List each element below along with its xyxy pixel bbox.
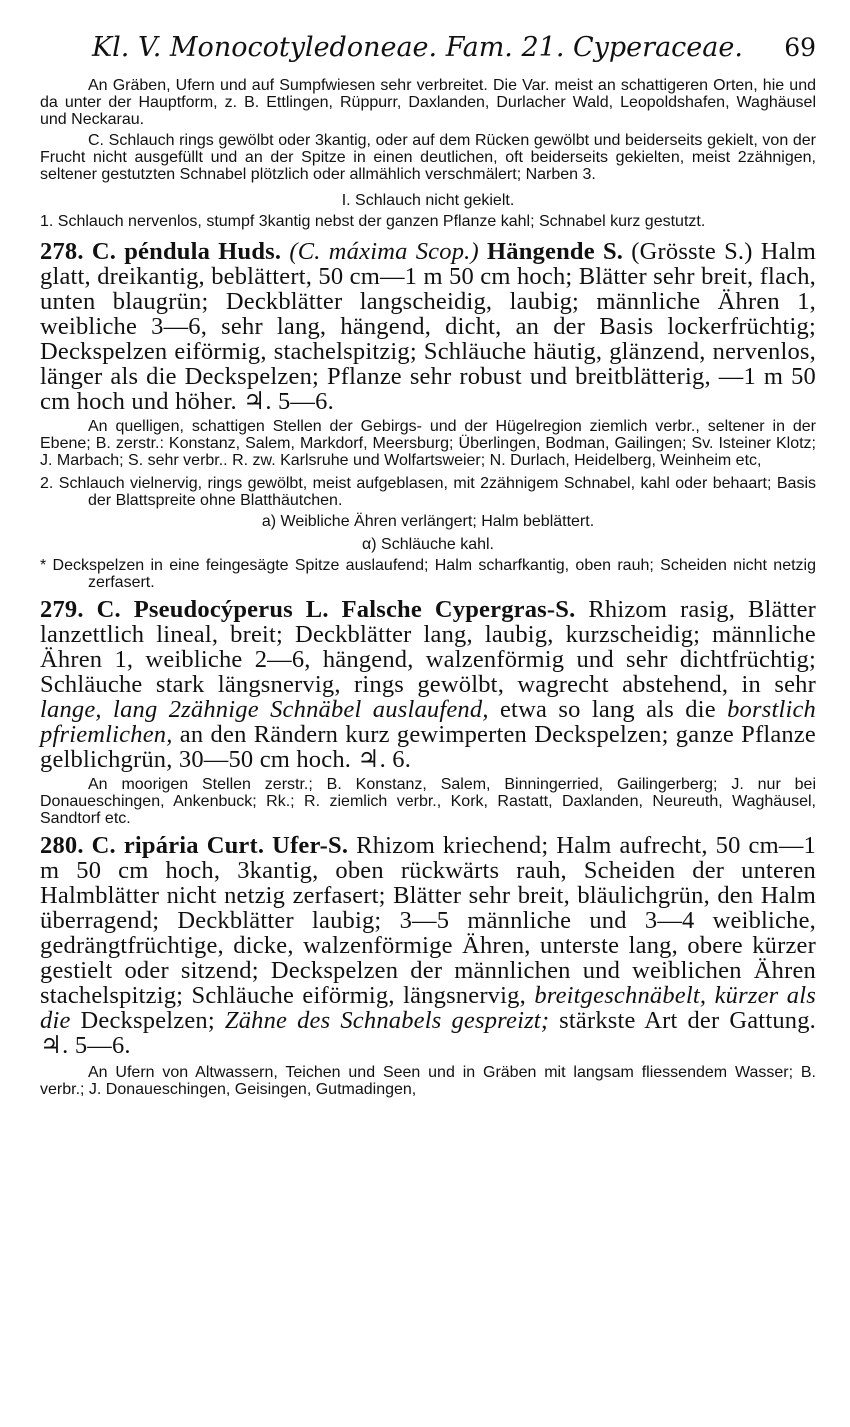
habitat-paragraph: An Gräben, Ufern und auf Sumpfwiesen sehr verbreitet. Die Var. meist an schattigeren Orten, hie und da unter der Hauptform, z. B. Ettlingen, Rüppurr, Daxlanden, Durlacher Wald, Leopoldshafen, Waghäusel und Neckarau. xyxy=(40,77,816,128)
key-item-alpha: α) Schläuche kahl. xyxy=(362,536,494,553)
key-heading-i: I. Schlauch nicht gekielt. xyxy=(341,192,515,209)
species-279-localities: An moorigen Stellen zerstr.; B. Konstanz, Salem, Binningerried, Gailingerberg; J. nur bei Donaueschingen, Ankenbuck; Rk.; R. ziemlich verbr., Kork, Rastatt, Daxlanden, Neureuth, Waghäusel, Sandtorf etc. xyxy=(40,776,816,827)
species-278-localities: An quelligen, schattigen Stellen der Gebirgs- und der Hügelregion ziemlich verbr., seltener in der Ebene; B. zerstr.: Konstanz, Salem, Markdorf, Meersburg; Überlingen, Bodman, Gailingen; Sv. Isteiner Klotz; J. Marbach; S. sehr verbr.. R. zw. Karlsruhe und Wolfartsweier; N. Durlach, Heidelberg, Weinheim etc, xyxy=(40,418,816,469)
species-280-italic-a: breitgeschnäbelt, kürzer als die xyxy=(40,982,816,1034)
species-280-italic-b: Zähne des Schnabels gespreizt; xyxy=(224,1007,550,1034)
species-279-description-b: etwa so lang als die xyxy=(499,696,716,723)
key-item-1: 1. Schlauch nervenlos, stumpf 3kantig nebst der ganzen Pflanze kahl; Schnabel kurz gestutzt. xyxy=(40,213,706,230)
species-280 xyxy=(40,833,816,1058)
species-280-localities: An Ufern von Altwassern, Teichen und Seen und in Gräben mit langsam fliessendem Wasser; B. verbr.; J. Donaueschingen, Geisingen, Gutmadingen, xyxy=(40,1064,816,1098)
running-title: Kl. V. Monocotyledoneae. Fam. 21. Cyperaceae. xyxy=(92,32,743,63)
species-280-description-c: stärkste Art der Gattung. ♃. 5—6. xyxy=(40,1007,816,1059)
species-278-heading: 278. C. péndula Huds. xyxy=(40,238,282,265)
species-279 xyxy=(40,597,816,772)
species-279-italic-b: borstlich pfriemlichen, xyxy=(40,696,817,748)
species-280-heading: 280. C. ripária Curt. xyxy=(40,832,265,859)
key-item-star: * Deckspelzen in eine feingesägte Spitze auslaufend; Halm scharfkantig, oben rauh; Scheiden nicht netzig zerfasert. xyxy=(40,557,816,591)
species-278-description: (Grösste S.) Halm glatt, dreikantig, beblättert, 50 cm—1 m 50 cm hoch; Blätter sehr breit, flach, unten blaugrün; Deckblätter langscheidig, laubig; männliche Ähren 1, weibliche 3—6, sehr lang, hängend, dicht, an der Basis lockerfrüchtig; Deckspelzen eiförmig, stachelspitzig; Schläuche häutig, glänzend, nervenlos, länger als die Deckspelzen; Pflanze sehr robust und breitblätterig, —1 m 50 cm hoch und höher. ♃. 5—6. xyxy=(40,238,816,415)
species-278 xyxy=(40,239,816,414)
species-279-description-a: Rhizom rasig, Blätter lanzettlich lineal, breit; Deckblätter lang, laubig, kurzscheidig; männliche Ähren 1, weibliche 2—6, hängend, walzenförmig und sehr dichtfrüchtig; Schläuche stark längsnervig, rings gewölbt, wagrecht abstehend, in sehr xyxy=(40,596,817,698)
running-header xyxy=(40,32,816,63)
species-279-italic-a: lange, lang 2zähnige Schnäbel auslaufend, xyxy=(40,696,489,723)
species-279-heading: 279. C. Pseudocýperus L. xyxy=(40,596,329,623)
key-item-a: a) Weibliche Ähren verlängert; Halm beblättert. xyxy=(261,513,595,530)
page-number: 69 xyxy=(784,33,816,62)
species-279-common-name: Falsche Cypergras-S. xyxy=(341,596,576,623)
species-280-description-b: Deckspelzen; xyxy=(80,1007,215,1034)
species-280-common-name: Ufer-S. xyxy=(272,832,349,859)
key-item-2: 2. Schlauch vielnervig, rings gewölbt, meist aufgeblasen, mit 2zähnigem Schnabel, kahl oder behaart; Basis der Blattspreite ohne Blatthäutchen. xyxy=(40,475,816,509)
species-278-common-name: Hängende S. xyxy=(487,238,624,265)
species-280-description-a: Rhizom kriechend; Halm aufrecht, 50 cm—1 m 50 cm hoch, 3kantig, oben rückwärts rauh, Scheiden der unteren Halmblätter nicht netzig zerfasert; Blätter sehr breit, bläulichgrün, den Halm überragend; Deckblätter laubig; 3—5 männliche und 3—4 weibliche, gedrängtfrüchtige, dicke, walzenförmige Ähren, unterste lang, obere kürzer gestielt oder sitzend; Deckspelzen der männlichen und weiblichen Ähren stachelspitzig; Schläuche eiförmig, längsnervig, xyxy=(40,832,817,1009)
species-279-description-c: an den Rändern kurz gewimperten Deckspelzen; ganze Pflanze gelblichgrün, 30—50 cm hoch. ♃. 6. xyxy=(40,721,817,773)
key-section-c: C. Schlauch rings gewölbt oder 3kantig, oder auf dem Rücken gewölbt und beiderseits gekielt, von der Frucht nicht ausgefüllt und an der Spitze in einen deutlichen, oft beiderseits gekielten, meist 2zähnigen, seltener gestutzten Schnabel plötzlich oder allmählich verschmälert; Narben 3. xyxy=(40,132,816,183)
species-278-synonym: (C. máxima Scop.) xyxy=(289,238,479,265)
